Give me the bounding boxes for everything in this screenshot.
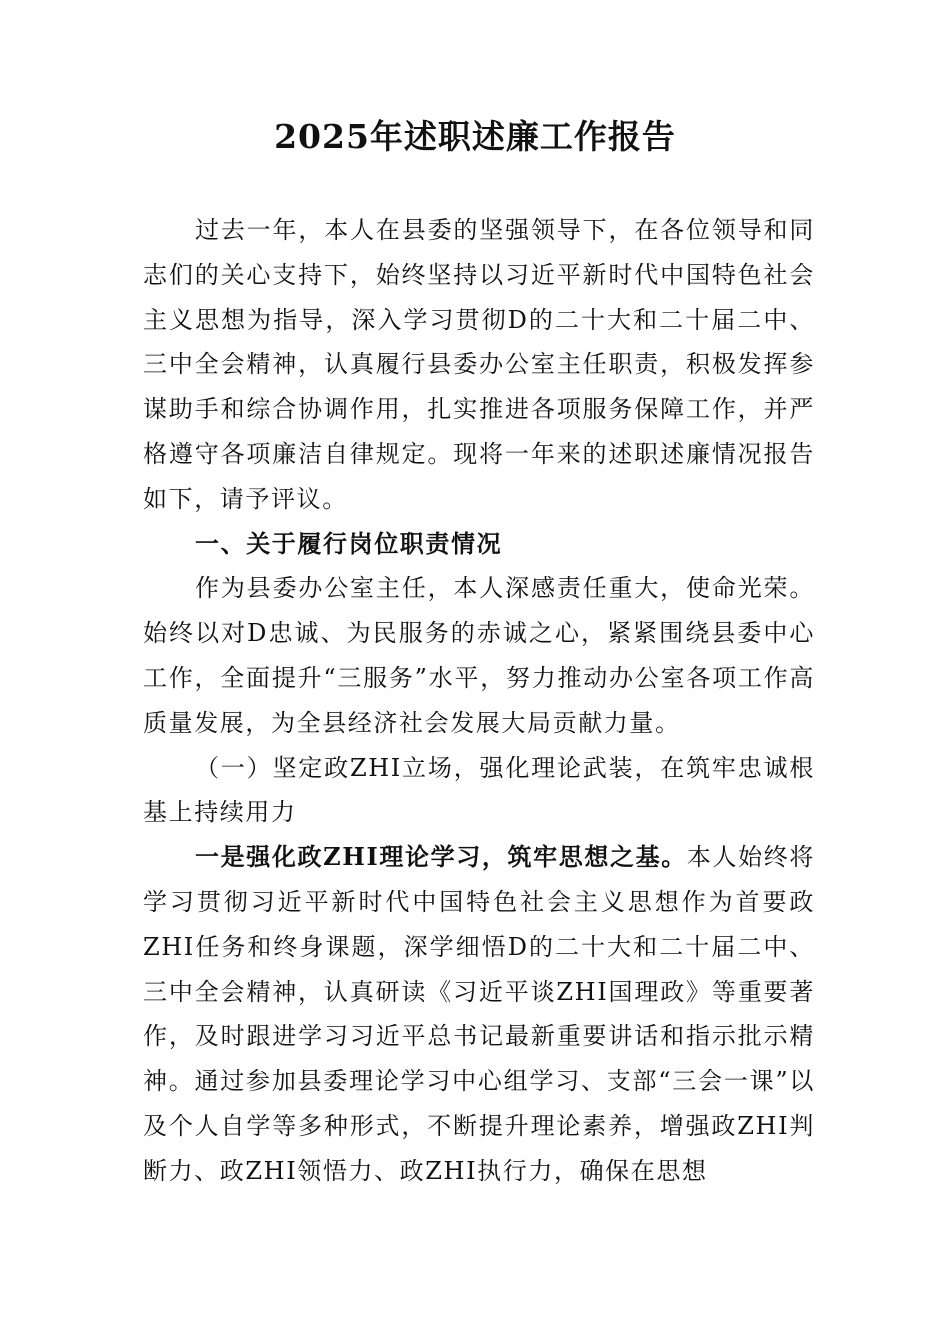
document-title: 2025年述职述廉工作报告 bbox=[274, 117, 676, 156]
point-lead: 一是强化政ZHI理论学习，筑牢思想之基。 bbox=[195, 842, 687, 872]
section-paragraph: 作为县委办公室主任，本人深感责任重大，使命光荣。始终以对D忠诚、为民服务的赤诚之心，紧紧围绕县委中心工作，全面提升“三服务”水平，努力推动办公室各项工作高质量发展，为全县经济社会发展大局贡献力量。 bbox=[143, 574, 815, 737]
point-text: 本人始终将学习贯彻习近平新时代中国特色社会主义思想作为首要政ZHI任务和终身课题，深学细悟D的二十大和二十届二中、三中全会精神，认真研读《习近平谈ZHI国理政》等重要著作，及时跟进学习习近平总书记最新重要讲话和指示批示精神。通过参加县委理论学习中心组学习、支部“三会一课”以及个人自学等多种形式，不断提升理论素养，增强政ZHI判断力、政ZHI领悟力、政ZHI执行力，确保在思想 bbox=[143, 843, 816, 1185]
document-body bbox=[143, 208, 815, 1194]
point-paragraph bbox=[143, 835, 815, 1193]
intro-paragraph: 过去一年，本人在县委的坚强领导下，在各位领导和同志们的关心支持下，始终坚持以习近平新时代中国特色社会主义思想为指导，深入学习贯彻D的二十大和二十届二中、三中全会精神，认真履行县委办公室主任职责，积极发挥参谋助手和综合协调作用，扎实推进各项服务保障工作，并严格遵守各项廉洁自律规定。现将一年来的述职述廉情况报告如下，请予评议。 bbox=[143, 216, 815, 513]
subsection-heading: （一）坚定政ZHI立场，强化理论武装，在筑牢忠诚根基上持续用力 bbox=[143, 753, 815, 827]
section-heading: 一、关于履行岗位职责情况 bbox=[195, 529, 503, 558]
